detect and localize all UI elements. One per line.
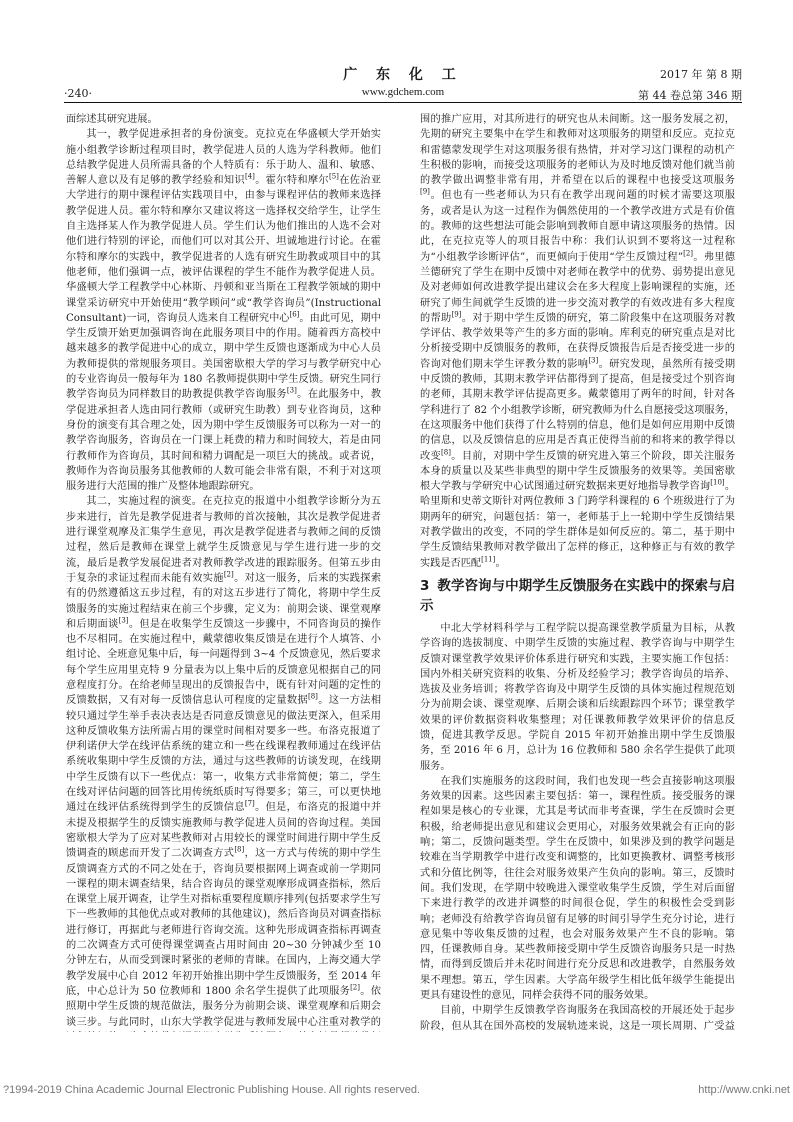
citation-marker: [7] [244,799,255,808]
section-number: 3 [420,577,430,594]
paragraph: 目前，中期学生反馈教学咨询服务在我国高校的开展还处于起步阶段，但从其在国外高校的发展轨迹来说，这是一项长周期、广受益 [420,1005,735,1032]
citation-marker: [9] [420,188,430,197]
page-footer [0,1084,793,1098]
journal-name: 广 东 化 工 [343,67,463,83]
page-number: ·240· [64,87,92,100]
citation-marker: [6] [289,310,300,319]
paragraph: 其二，实施过程的演变。在克拉克的报道中小组教学诊断分为五步来进行，首先是教学促进者与教师的首次接触，其次是教学促进者进行课堂观摩及汇集学生意见，再次是教学促进者与教师之间的反馈过程，然后是教师在课堂上就学生反馈意见与学生进行进一步的交流，最后是教学发展促进者对教师教学改进的跟踪服务。但第五步由于复杂的求证过程而未能有效实施[2]。对这一服务，后来的实践探索有的仍然遵循这五步过程，有的对这五步进行了简化，将期中学生反馈服务的实施过程结束在前三个步骤，定义为：前期会谈、课堂观摩和后期面谈[3]。但是在收集学生反馈这一步骤中，不同咨询员的操作也不尽相同。在实施过程中，戴蒙德收集反馈是在进行个人填答、小组讨论、全班意见集中后，每一问题得到 3~4 个反馈意见，然后要求每个学生应用里克特 9 分量表为以上集中后的反馈意见根据自己的同意程度打分。在给老师呈现出的反馈报告中，既有针对问题的定性的反馈数据，又有对每一反馈信息认可程度的定量数据[8]。这一方法相较只通过学生举手表决表达是否同意反馈意见的做法更深入，但采用这种反馈收集方法所需占用的课堂时间相对要多一些。布洛克报道了伊利诺伊大学在线评估系统的建立和一些在线课程教师通过在线评估系统收集期中学生反馈的方法，通过与这些教师的访谈发现，在线期中学生反馈有以下一些优点：第一，收集方式非常简便；第二，学生在线对评估问题的回答比用传统纸质时写得要多；第三，可以更快地通过在线评估系统得到学生的反馈信息[7]。但是，布洛克的报道中并未提及根据学生的反馈实施教师与教学促进人员间的咨询过程。美国密歇根大学为了应对某些教师对占用较长的课堂时间进行期中学生反馈调查的顾虑而开发了二次调查方式[8]，这一方式与传统的期中学生反馈调查方式的不同之处在于，咨询员要根据网上调查或前一学期同一课程的期末调查结果，结合咨询员的课堂观摩形成调查指标，然后在课堂上展开调查，让学生对指标重要程度顺序排列(包括要求学生写下一些教师的其他优点或对教师的其他建议)，然后咨询员对调查指标进行修订，再据此与老师进行咨询交流。这种先形成调查指标再调查的二次调查方式可使得课堂调查占用时间由 20~30 分钟减少至 10 分钟左右，从而受到课时紧张的老师的青睐。在国内，上海交通大学教学发展中心自 2012 年初开始推出期中学生反馈服务，至 2014 年底，中心总计为 50 位教师和 1800 余名学生提供了此项服务[2]。依照期中学生反馈的规范做法，服务分为前期会谈、课堂观摩和后期会谈三步。与此同时，山东大学教学促进与教师发展中心注重对教学的 [66,496,381,1028]
citation-marker: [3] [118,616,129,625]
issue-info: 2017 年 第 8 期 [660,68,742,81]
right-column [420,112,735,1032]
paragraph: 面综述其研究进展。 [66,114,158,125]
paragraph: 在我们实施服务的这段时间，我们也发现一些会直接影响这项服务效果的因素。这些因素主要包括：第一，课程性质。接受服务的课程如果是核心的专业课，尤其是考试而非考查课，学生在反馈时会更积极，给老师提出意见和建议会更用心，对服务效果就会有正向的影响；第二，反馈问题类型。学生在反馈中，如果涉及到的教学问题是较难在当学期教学中进行改变和调整的，比如更换教材、调整考核形式和分值比例等，往往会对服务效果产生负向的影响。第三，反馈时间。我们发现，在学期中较晚进入课堂收集学生反馈，学生对后面留下来进行教学的改进并调整的时间很仓促，学生的积极性会受到影响；老师没有给教学咨询员留有足够的时间引导学生充分讨论，进行意见集中等收集反馈的过程，也会对服务效果产生不良的影响。第四，任课教师自身。某些教师接受期中学生反馈咨询服务只是一时热情，而得到反馈后并未花时间进行充分反思和改进教学，自然服务效果不理想。第五，学生因素。大学高年级学生相比低年级学生能提出更具有建设性的意见，同样会获得不同的服务效果。 [420,775,735,1002]
citation-marker: [4] [245,172,255,181]
page-header [64,58,742,108]
citation-marker: [2] [223,570,234,579]
citation-marker: [8] [307,692,318,701]
citation-marker: [2] [683,249,694,258]
copyright-notice: ?1994-2019 China Academic Journal Electronic Publishing House. All rights reserved. [3,1084,421,1096]
paragraph: 其一，教学促进承担者的身份演变。克拉克在华盛顿大学开始实施小组教学诊断过程项目时，教学促进人员的人选为学科教师。他们总结教学促进人员所需具备的个人特质有：乐于助人、温和、敏感、善解人意以及有足够的教学经验和知识[4]。霍尔特和摩尔[5]在佐治亚大学进行的期中课程评估实践项目中，由参与课程评估的教师来选择教学促进人员。霍尔特和摩尔又建议将这一选择权交给学生，让学生自主选择某人作为教学促进人员。学生们认为他们推出的人选不会对他们进行特别的评论，而他们可以对其公开、坦诚地进行讨论。在霍尔特和摩尔的实践中，教学促进者的人选有研究生助教或项目中的其他老师，他们强调一点，被评估课程的学生不能作为教学促进人员。华盛顿大学工程教学中心林斯、丹顿和亚当斯在工程教学领域的期中课堂采访研究中开始使用“教学顾问”或“教学咨询员”(Instructional Consultant)一词，咨询员人选来自工程研究中心[6]。由此可见，期中学生反馈开始更加强调咨询在此服务项目中的作用。随着西方高校中越来越多的教学促进中心的成立，期中学生反馈也逐渐成为中心人员为教师提供的常规服务项目。美国密歇根大学的学习与教学研究中心的专业咨询员一般每年为 180 名教师提供期中学生反馈。研究生同行教学咨询员为同样数目的助教提供教学咨询服务[3]。在此服务中，教学促进承担者人选由同行教师（或研究生助教）到专业咨询员，这种身份的演变有其合理之处，因为期中学生反馈服务可以称为一对一的教学咨询服务，咨询员在一门课上耗费的精力和时间较大，若是由同行教师作为咨询员，其时间和精力调配是一项巨大的挑战。或者说，教师作为咨询员服务其他教师的人数可能会非常有限，不利于对这项服务进行大范围的推广及整体地跟踪研究。 [66,129,381,493]
citation-marker: [11] [481,555,496,564]
cnki-link[interactable]: http://www.cnki.net [698,1084,790,1096]
citation-marker: [3] [588,356,599,365]
citation-marker: [10] [710,478,725,487]
header-rule [64,102,742,103]
citation-marker: [9] [451,310,462,319]
section-heading [420,576,735,616]
citation-marker: [8] [441,448,451,457]
paragraph: 围的推广应用，对其所进行的研究也从未间断。这一服务发展之初，先期的研究主要集中在学生和教师对这项服务的期望和反应。克拉克和雷德蒙发现学生对这项服务很有热情，并对学习这门课程的动机产生积极的影响，而接受这项服务的老师认为及时地反馈对他们就当前的教学做出调整非常有用，并希望在以后的课程中也接受这项服务[9]。但也有一些老师认为只有在教学出现问题的时候才需要这项服务，或者是认为这一过程作为偶然使用的一个教学改进方式是有价值的。教师的这些想法可能会影响到教师自愿申请这项服务的热情。因此，在克拉克等人的项目报告中称：我们认识到不要将这一过程称为“小组教学诊断评估”，而更倾向于使用“学生反馈过程”[2]。弗里德兰德研究了学生在期中反馈中对老师在教学中的优势、弱势提出意见及对老师如何改进教学提出建议会在多大程度上影响课程的实施，还研究了师生间就学生反馈的进一步交流对教学的有效改进有多大程度的帮助[9]。对于期中学生反馈的研究，第二阶段集中在这项服务对教学评估、教学效果等产生的多方面的影响。库利克的研究重点是对比分析接受期中反馈服务的教师，在获得反馈报告后是否接受进一步的咨询对他们期末学生评教分数的影响[3]。研究发现，虽然所有接受期中反馈的教师，其期末教学评估都得到了提高，但是接受过个别咨询的老师，其期末教学评估提高更多。戴蒙德用了两年的时间，针对各学科进行了 82 个小组教学诊断，研究教师为什么自愿接受这项服务，在这项服务中他们获得了什么特别的信息，他们是如何应用期中反馈的信息，以及反馈信息的应用是否真正使得当前的和将来的教学得以改变[8]。目前，对期中学生反馈的研究进入第三个阶段，即关注服务本身的质量以及某些非典型的期中学生反馈服务的效果等。美国密歇根大学教与学研究中心试图通过研究数据来更好地指导教学咨询[10]。哈里斯和史蒂文斯针对两位教师 3 门跨学科课程的 6 个班级进行了为期两年的研究，问题包括：第一，老师基于上一轮期中学生反馈结果对教学做出的改变，不同的学生群体是如何反应的。第二，基于期中学生反馈结果教师对教学做出了怎样的修正，这种修正与有效的教学实践是否匹配[11]。 [420,114,735,569]
paragraph: 中北大学材料科学与工程学院以提高课堂教学质量为目标，从教学咨询的选拔制度、中期学生反馈的实施过程、教学咨询与中期学生反馈对课堂教学效果评价体系进行研究和实践，主要实施工作包括：国内外相关研究资料的收集、分析及经验学习；教学咨询员的培养、选拔及业务培训；将教学咨询及中期学生反馈的具体实施过程规范划分为前期会谈、课堂观摩、后期会谈和后续跟踪四个环节；课堂教学效果的评价数据资料收集整理；对任课教师教学效果评价的信息反馈，促进其教学反思。学院自 2015 年初开始推出期中学生反馈服务，至 2016 年 6 月，总计为 16 位教师和 580 余名学生提供了此项服务。 [420,622,735,772]
citation-marker: [2] [350,983,360,992]
journal-website: www.gdchem.com [361,86,445,98]
left-column [66,112,381,1032]
citation-marker: [3] [286,386,297,395]
citation-marker: [5] [328,172,339,181]
section-title: 教学咨询与中期学生反馈服务在实践中的探索与启示 [420,577,735,614]
citation-marker: [8] [234,845,245,854]
volume-info: 第 44 卷总第 346 期 [638,89,742,102]
